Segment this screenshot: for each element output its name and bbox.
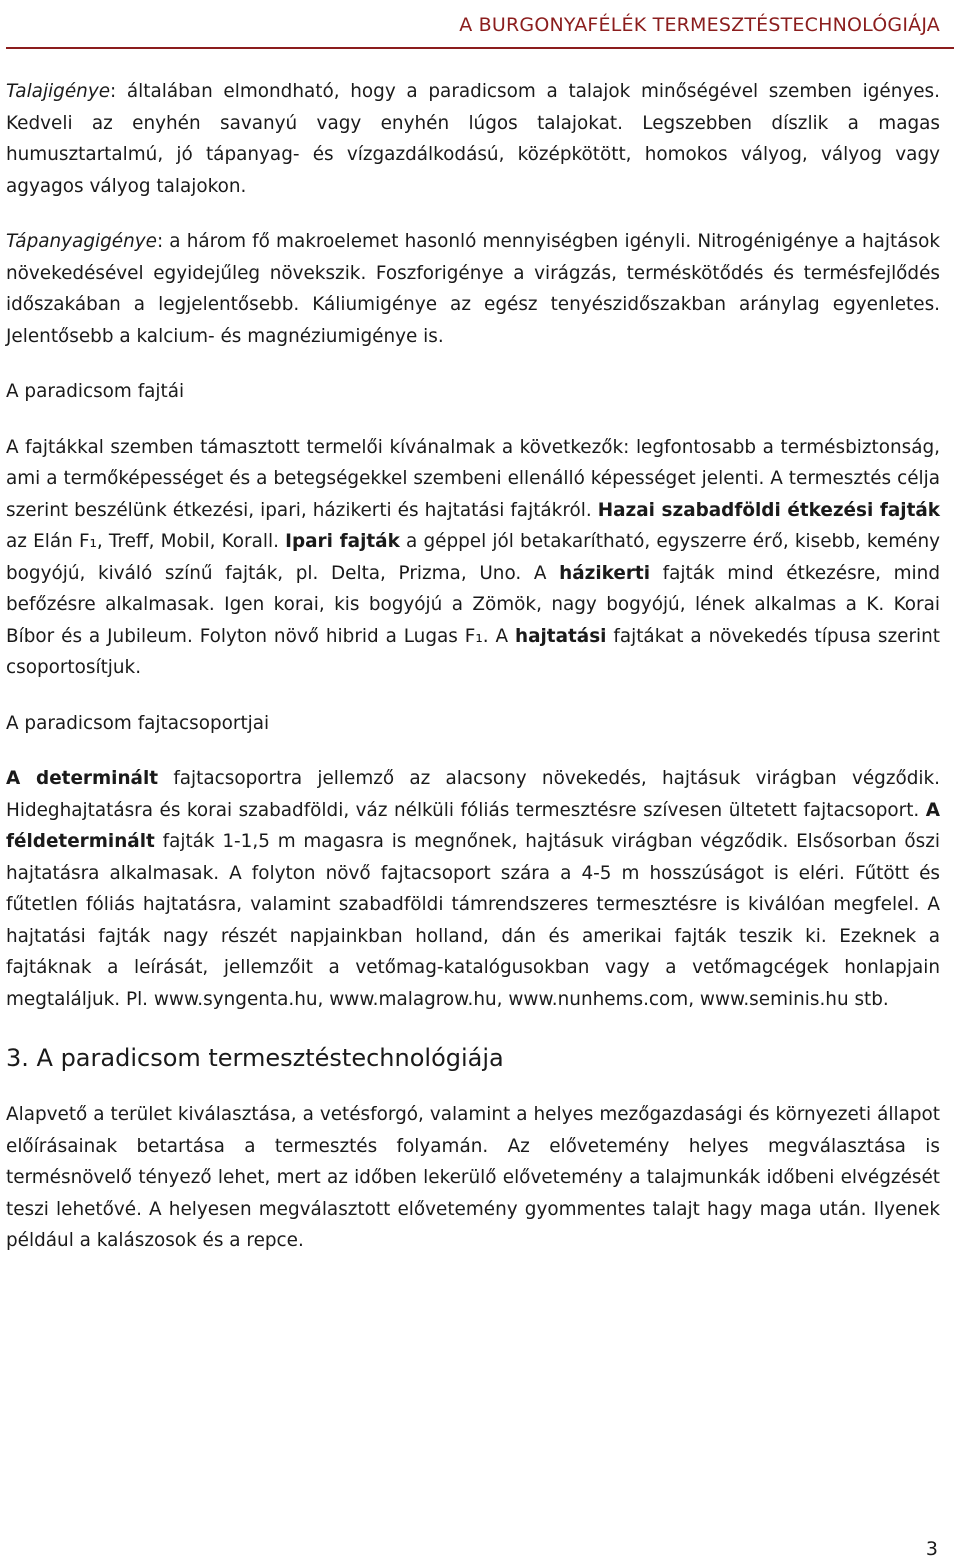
header-rule: [6, 47, 954, 49]
text-run: a géppel jól betakarítható, egyszerre érő, kisebb, kemény bogyójú, kiváló színű fajták, pl. Delta, Prizma, Uno. A: [6, 531, 940, 584]
paragraph-fajtacsoportok: [6, 763, 940, 1015]
subheading-fajtai: A paradicsom fajtái: [6, 381, 185, 402]
term-tapanyagigeny: Tápanyagigénye: [6, 231, 157, 252]
paragraph-text: : a három fő makroelemet hasonló mennyiségben igényli. Nitrogénigénye a hajtások növekedésével egyidejűleg növekszik. Foszforigénye a virágzás, terméskötődés és termésfejlődés időszakában a legjelentősebb. Káliumigénye az egész tenyészidőszakban aránylag egyenletes. Jelentősebb a kalcium- és magnéziumigénye is.: [6, 231, 940, 347]
paragraph-fajtak: [6, 432, 940, 684]
text-run: fajták mind étkezésre, mind befőzésre alkalmasak. Igen korai, kis bogyójú a Zömök, nagy bogyójú, lének alkalmas a K. Korai Bíbor és a Jubileum. Folyton növő hibrid a Lugas F₁. A: [6, 562, 940, 647]
page-content: [6, 76, 940, 1257]
section-heading-3: 3. A paradicsom termesztéstechnológiája: [6, 1044, 504, 1072]
text-run: fajták 1-1,5 m magasra is megnőnek, hajtásuk virágban végződik. Elsősorban őszi hajtatásra alkalmasak. A folyton növő fajtacsoport szára a 4-5 m hosszúságot is eléri. Fűtött és fűtetlen fóliás hajtatásra, valamint szabadföldi támrendszeres termesztésre is kiválóan megfelel. A hajtatási fajták nagy részét napjainkban holland, dán és amerikai fajták teszik ki. Ezeknek a fajtáknak a leírását, jellemzőit a vetőmag-katalógusokban vagy a vetőmagcégek honlapjain megtaláljuk. Pl. www.syngenta.hu, www.malagrow.hu, www.nunhems.com, www.seminis.hu stb.: [6, 831, 940, 1010]
text-run: fajtákat a növekedés típusa szerint csoportosítjuk.: [6, 625, 940, 678]
bold-run: Ipari fajták: [285, 531, 400, 552]
term-talajigeny: Talajigénye: [6, 81, 111, 102]
paragraph-tapanyagigeny: [6, 226, 940, 352]
subheading-fajtacsoportjai: A paradicsom fajtacsoportjai: [6, 712, 270, 734]
bold-run: A féldeterminált: [6, 799, 940, 852]
text-run: A fajtákkal szemben támasztott termelői kívánalmak a következők: legfontosabb a termésbiztonság, ami a termőképességet és a betegségekkel szembeni ellenálló képességet jelenti. A termesztés célja szerint beszélünk étkezési, ipari, házikerti és hajtatási fajtákról.: [6, 436, 940, 521]
running-header: A BURGONYAFÉLÉK TERMESZTÉSTECHNOLÓGIÁJA: [459, 14, 940, 36]
bold-run: Hazai szabadföldi étkezési fajták: [597, 499, 940, 521]
bold-run: A determinált: [6, 768, 159, 789]
text-run: fajtacsoportra jellemző az alacsony növekedés, hajtásuk virágban végződik. Hideghajtatásra és korai szabadföldi, váz nélküli fóliás termesztésre szívesen ültetett fajtacsoport.: [6, 768, 941, 821]
bold-run: házikerti: [559, 562, 650, 584]
page-number: 3: [925, 1538, 938, 1560]
paragraph-talajigeny: [6, 76, 940, 202]
paragraph-alapveto: Alapvető a terület kiválasztása, a vetésforgó, valamint a helyes mezőgazdasági és környezeti állapot előírásainak betartása a termesztés folyamán. Az elővetemény helyes megválasztása is termésnövelő tényező lehet, mert az időben lekerülő elővetemény a talajmunkák időbeni elvégzését teszi lehetővé. A helyesen megválasztott elővetemény gyommentes talajt hagy maga után. Ilyenek például a kalászosok és a repce.: [6, 1104, 940, 1251]
bold-run: hajtatási: [514, 625, 607, 647]
text-run: az Elán F₁, Treff, Mobil, Korall.: [6, 531, 286, 552]
paragraph-text: : általában elmondható, hogy a paradicsom a talajok minőségével szemben igényes. Kedveli az enyhén savanyú vagy enyhén lúgos talajokat. Legszebben díszlik a magas humusztartalmú, jó tápanyag- és vízgazdálkodású, középkötött, homokos vályog, vályog vagy agyagos vályog talajokon.: [6, 81, 940, 197]
